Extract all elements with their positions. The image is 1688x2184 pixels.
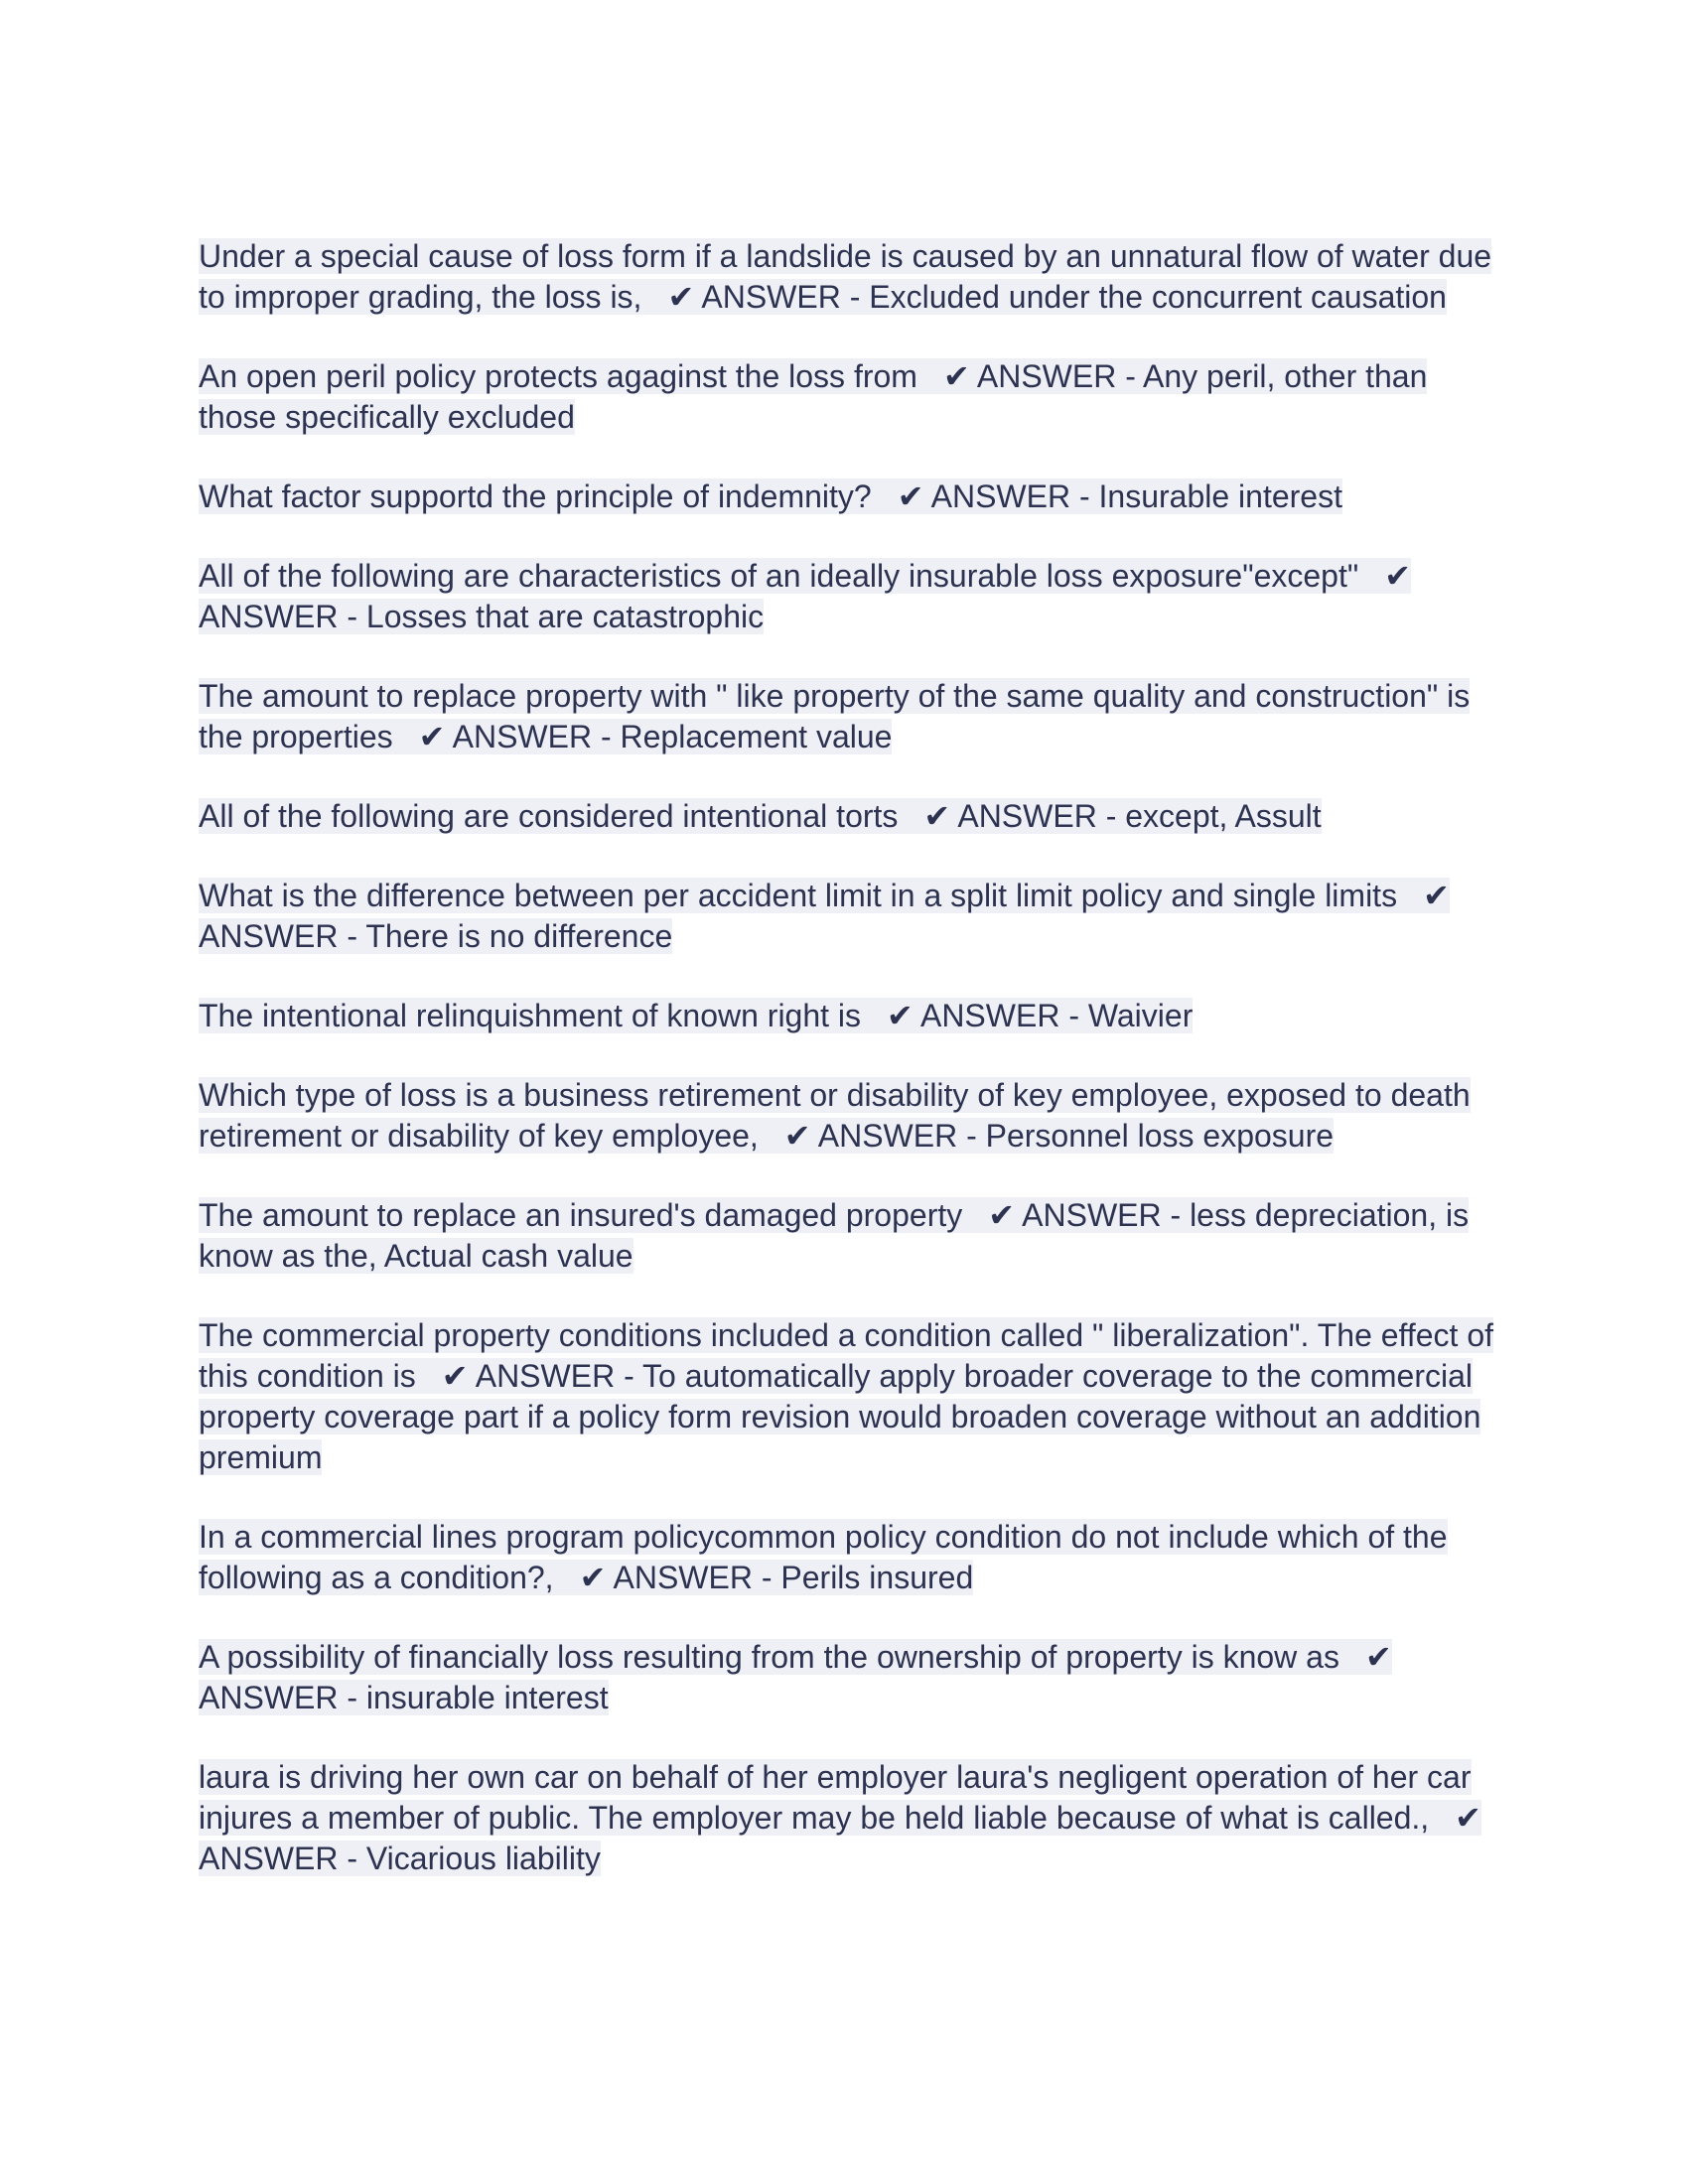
answer-text: ✔ ANSWER - Personnel loss exposure [783, 1118, 1335, 1154]
answer-text: ✔ ANSWER - Insurable interest [897, 478, 1342, 514]
answer-text: ✔ ANSWER - less depreciation, is know as the, Actual cash value [199, 1197, 1470, 1274]
question-text: All of the following are characteristics of an ideally insurable loss exposure"except" [199, 558, 1359, 594]
qa-item [199, 1195, 1499, 1277]
answer-text: ✔ ANSWER - Excluded under the concurrent causation [667, 279, 1447, 315]
qa-list [199, 236, 1499, 1918]
question-text: The intentional relinquishment of known right is [199, 998, 862, 1033]
qa-item [199, 1315, 1499, 1478]
answer-text: ✔ ANSWER - Any peril, other than those specifically excluded [199, 358, 1428, 435]
answer-text: ✔ ANSWER - Losses that are catastrophic [199, 558, 1412, 634]
question-text: A possibility of financially loss resulting from the ownership of property is know as [199, 1639, 1339, 1675]
question-text: laura is driving her own car on behalf of her employer laura's negligent operation of her car injures a member of public. The employer may be held liable because of what is called., [199, 1759, 1472, 1836]
answer-text: ✔ ANSWER - There is no difference [199, 878, 1450, 954]
question-text: What is the difference between per accident limit in a split limit policy and single limits [199, 878, 1398, 913]
qa-item [199, 356, 1499, 438]
question-text: The amount to replace an insured's damaged property [199, 1197, 963, 1233]
answer-text: ✔ ANSWER - Waivier [887, 998, 1194, 1033]
qa-item [199, 876, 1499, 957]
answer-text: ✔ ANSWER - To automatically apply broader coverage to the commercial property coverage part if a policy form revision would broaden coverage without an addition premium [199, 1358, 1481, 1475]
answer-text: ✔ ANSWER - except, Assult [923, 798, 1322, 834]
question-text: What factor supportd the principle of indemnity? [199, 478, 872, 514]
answer-text: ✔ ANSWER - Perils insured [579, 1560, 974, 1595]
qa-item [199, 1757, 1499, 1879]
answer-text: ✔ ANSWER - Vicarious liability [199, 1800, 1481, 1876]
qa-item [199, 1637, 1499, 1718]
question-text: The amount to replace property with " like property of the same quality and construction" is the properties [199, 678, 1471, 754]
qa-item [199, 676, 1499, 757]
question-text: The commercial property conditions included a condition called " liberalization". The effect of this condition is [199, 1317, 1494, 1394]
qa-item [199, 996, 1499, 1036]
answer-text: ✔ ANSWER - Replacement value [418, 719, 893, 754]
qa-item [199, 1075, 1499, 1157]
qa-item [199, 477, 1499, 517]
question-text: Which type of loss is a business retirement or disability of key employee, exposed to death retirement or disability of key employee, [199, 1077, 1471, 1154]
qa-item [199, 236, 1499, 318]
question-text: All of the following are considered intentional torts [199, 798, 899, 834]
qa-item [199, 556, 1499, 637]
qa-item [199, 1517, 1499, 1598]
qa-item [199, 796, 1499, 837]
question-text: Under a special cause of loss form if a landslide is caused by an unnatural flow of water due to improper grading, the loss is, [199, 238, 1492, 315]
question-text: In a commercial lines program policycommon policy condition do not include which of the following as a condition?, [199, 1519, 1448, 1595]
question-text: An open peril policy protects agaginst the loss from [199, 358, 917, 394]
answer-text: ✔ ANSWER - insurable interest [199, 1639, 1392, 1715]
